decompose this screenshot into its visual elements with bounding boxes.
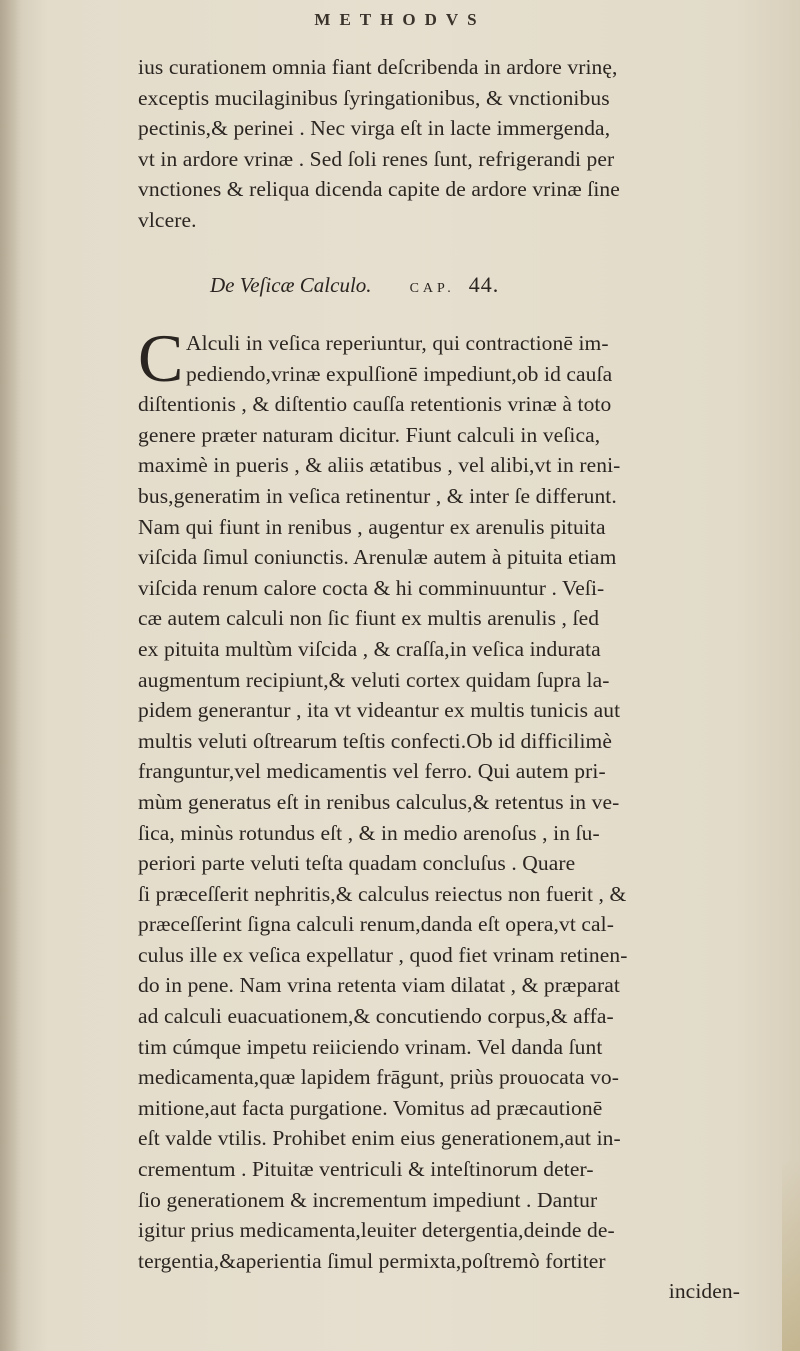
- text-line: pectinis,& perinei . Nec virga eſt in lacte immergenda,: [138, 116, 611, 141]
- text-line: multis veluti oſtrearum teſtis confecti.Ob id difficilimè: [138, 728, 613, 753]
- running-head: METHODVS: [314, 10, 486, 29]
- text-line: Nam qui fiunt in renibus , augentur ex arenulis pituita: [138, 514, 606, 539]
- chapter-body: [138, 320, 784, 1307]
- text-line: vnctiones & reliqua dicenda capite de ardore vrinæ ſine: [138, 177, 620, 202]
- text-line: tim cúmque impetu reiiciendo vrinam. Vel danda ſunt: [138, 1034, 603, 1059]
- chapter-number: 44.: [468, 272, 500, 297]
- text-line: viſcida renum calore cocta & hi comminuuntur . Veſi-: [138, 575, 605, 600]
- text-line: vt in ardore vrinæ . Sed ſoli renes ſunt, refrigerandi per: [138, 146, 615, 171]
- text-line: ſio generationem & incrementum impediunt . Dantur: [138, 1187, 598, 1212]
- text-line: præceſſerint ſigna calculi renum,danda eſt opera,vt cal-: [138, 912, 615, 937]
- text-line: culus ille ex veſica expellatur , quod fiet vrinam retinen-: [138, 942, 628, 967]
- intro-paragraph: [138, 52, 784, 236]
- text-line: pidem generantur , ita vt videantur ex multis tunicis aut: [138, 698, 621, 723]
- text-line: bus,generatim in veſica retinentur , & inter ſe differunt.: [138, 483, 617, 508]
- text-line: mitione,aut facta purgatione. Vomitus ad præcautionē: [138, 1095, 603, 1120]
- chapter-heading: [210, 272, 690, 298]
- text-line: periori parte veluti teſta quadam concluſus . Quare: [138, 851, 576, 876]
- text-line: ſica, minùs rotundus eſt , & in medio arenoſus , in ſu-: [138, 820, 600, 845]
- text-line: eſt valde vtilis. Prohibet enim eius generationem,aut in-: [138, 1126, 621, 1151]
- text-line: crementum . Pituitæ ventriculi & inteſtinorum deter-: [138, 1157, 594, 1182]
- text-line: maximè in pueris , & aliis ætatibus , vel alibi,vt in reni-: [138, 453, 621, 478]
- page-edge-shadow: [0, 0, 22, 1351]
- text-line: ad calculi euacuationem,& concutiendo corpus,& affa-: [138, 1004, 614, 1029]
- text-line: ſi præceſſerit nephritis,& calculus reiectus non fuerit , &: [138, 881, 627, 906]
- text-line: vlcere.: [138, 207, 197, 232]
- text-line: medicamenta,quæ lapidem frāgunt, priùs prouocata vo-: [138, 1065, 620, 1090]
- text-line: diſtentionis , & diſtentio cauſſa retentionis vrinæ à toto: [138, 392, 612, 417]
- text-line: exceptis mucilaginibus ſyringationibus, & vnctionibus: [138, 85, 610, 110]
- text-line: augmentum recipiunt,& veluti cortex quidam ſupra la-: [138, 667, 610, 692]
- text-line: franguntur,vel medicamentis vel ferro. Qui autem pri-: [138, 759, 606, 784]
- catchword: inciden-: [668, 1279, 740, 1304]
- text-line: viſcida ſimul coniunctis. Arenulæ autem à pituita etiam: [138, 545, 617, 570]
- text-line: Alculi in veſica reperiuntur, qui contractionē im-: [186, 331, 609, 355]
- text-line: mùm generatus eſt in renibus calculus,& retentus in ve-: [138, 789, 620, 814]
- text-line: pediendo,vrinæ expulſionē impediunt,ob id cauſa: [186, 361, 613, 386]
- paper-stain: [782, 1160, 800, 1351]
- drop-cap: C: [138, 320, 184, 396]
- text-line: igitur prius medicamenta,leuiter detergentia,deinde de-: [138, 1218, 615, 1243]
- text-line: ex pituita multùm viſcida , & craſſa,in veſica indurata: [138, 636, 601, 661]
- text-line: cæ autem calculi non ſic fiunt ex multis arenulis , ſed: [138, 606, 600, 631]
- text-line: genere præter naturam dicitur. Fiunt calculi in veſica,: [138, 422, 601, 447]
- chapter-title: De Veſicæ Calculo.: [210, 273, 372, 297]
- chapter-label: CAP.: [409, 281, 455, 296]
- text-line: tergentia,&aperientia ſimul permixta,poſtremò fortiter: [138, 1248, 606, 1273]
- text-line: do in pene. Nam vrina retenta viam dilatat , & præparat: [138, 973, 620, 998]
- text-line: ius curationem omnia fiant deſcribenda in ardore vrinę,: [138, 55, 618, 79]
